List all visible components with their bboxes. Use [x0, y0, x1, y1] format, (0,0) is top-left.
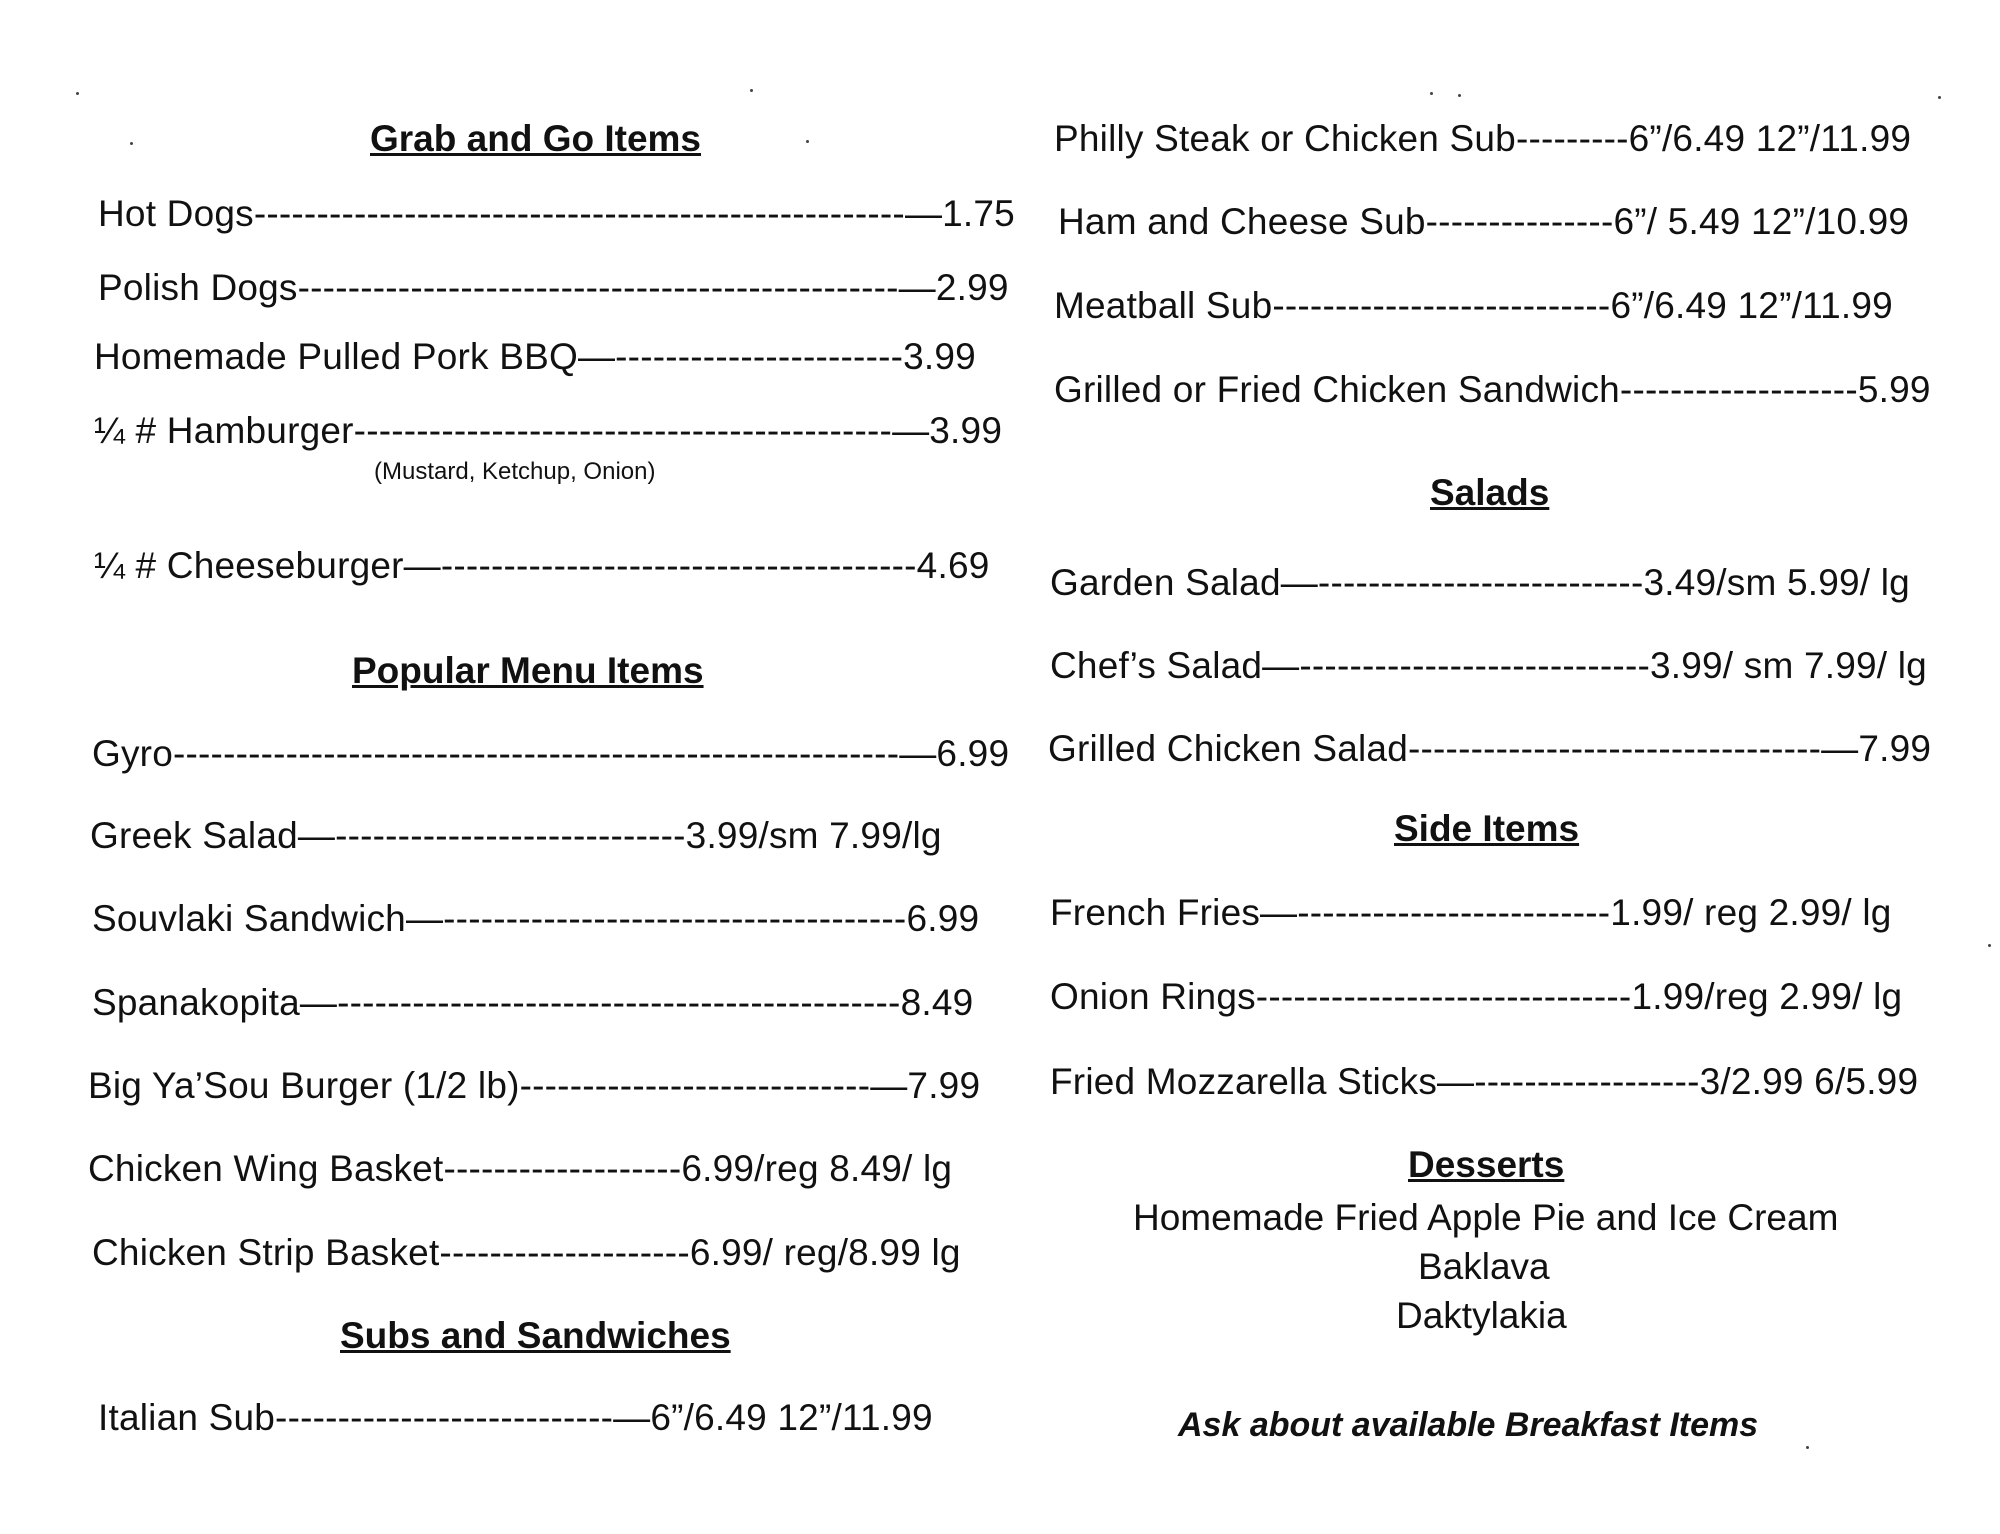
- menu-item-hamburger: ¼ # Hamburger-------------------------------------------—3.99: [94, 410, 1003, 451]
- menu-item-french-fries: French Fries—-------------------------1.99/ reg 2.99/ lg: [1050, 892, 1892, 933]
- salads-heading: Salads: [1430, 472, 1550, 513]
- menu-item-big-yasou-burger: Big Ya’Sou Burger (1/2 lb)----------------------------—7.99: [88, 1065, 981, 1106]
- subs-heading: Subs and Sandwiches: [340, 1315, 731, 1356]
- menu-item-souvlaki: Souvlaki Sandwich—-------------------------------------6.99: [92, 898, 980, 939]
- menu-item-garden-salad: Garden Salad—--------------------------3.49/sm 5.99/ lg: [1050, 562, 1910, 603]
- menu-item-chicken-wing-basket: Chicken Wing Basket-------------------6.99/reg 8.49/ lg: [88, 1148, 953, 1189]
- menu-item-chicken-strip-basket: Chicken Strip Basket--------------------6.99/ reg/8.99 lg: [92, 1232, 961, 1273]
- menu-item-polish-dogs: Polish Dogs------------------------------------------------—2.99: [98, 267, 1009, 308]
- menu-item-hot-dogs: Hot Dogs----------------------------------------------------—1.75: [98, 193, 1015, 234]
- popular-menu-heading: Popular Menu Items: [352, 650, 704, 691]
- desserts-heading: Desserts: [1408, 1144, 1565, 1185]
- dessert-item-baklava: Baklava: [1418, 1246, 1550, 1287]
- scan-speck: [1806, 1446, 1809, 1449]
- scan-speck: [1988, 944, 1991, 947]
- hamburger-toppings-note: (Mustard, Ketchup, Onion): [374, 458, 656, 485]
- menu-item-spanakopita: Spanakopita—---------------------------------------------8.49: [92, 982, 974, 1023]
- dessert-item-apple-pie: Homemade Fried Apple Pie and Ice Cream: [1133, 1197, 1839, 1238]
- scan-speck: [1458, 94, 1461, 97]
- menu-item-onion-rings: Onion Rings------------------------------1.99/reg 2.99/ lg: [1050, 976, 1903, 1017]
- menu-item-greek-salad: Greek Salad—----------------------------3.99/sm 7.99/lg: [90, 815, 942, 856]
- scan-speck: [1938, 96, 1941, 99]
- menu-item-chicken-sandwich: Grilled or Fried Chicken Sandwich-------------------5.99: [1054, 369, 1931, 410]
- menu-item-chefs-salad: Chef’s Salad—----------------------------3.99/ sm 7.99/ lg: [1050, 645, 1927, 686]
- breakfast-tagline: Ask about available Breakfast Items: [1178, 1406, 1759, 1444]
- scan-speck: [750, 89, 753, 92]
- scan-speck: [1430, 92, 1433, 95]
- dessert-item-daktylakia: Daktylakia: [1396, 1295, 1567, 1336]
- menu-item-ham-cheese-sub: Ham and Cheese Sub---------------6”/ 5.49 12”/10.99: [1058, 201, 1910, 242]
- scan-speck: [130, 142, 133, 145]
- scan-speck: [76, 92, 79, 95]
- menu-item-cheeseburger: ¼ # Cheeseburger—--------------------------------------4.69: [94, 545, 990, 586]
- menu-item-gyro: Gyro----------------------------------------------------------—6.99: [92, 733, 1010, 774]
- menu-item-grilled-chicken-salad: Grilled Chicken Salad---------------------------------—7.99: [1048, 728, 1932, 769]
- menu-item-mozzarella-sticks: Fried Mozzarella Sticks—------------------3/2.99 6/5.99: [1050, 1061, 1919, 1102]
- menu-item-philly-steak-sub: Philly Steak or Chicken Sub---------6”/6.49 12”/11.99: [1054, 118, 1912, 159]
- menu-item-italian-sub: Italian Sub---------------------------—6”/6.49 12”/11.99: [98, 1397, 933, 1438]
- menu-item-pulled-pork: Homemade Pulled Pork BBQ—-----------------------3.99: [94, 336, 976, 377]
- scan-speck: [806, 140, 809, 143]
- grab-and-go-heading: Grab and Go Items: [370, 118, 702, 159]
- menu-item-meatball-sub: Meatball Sub---------------------------6”/6.49 12”/11.99: [1054, 285, 1893, 326]
- side-items-heading: Side Items: [1394, 808, 1580, 849]
